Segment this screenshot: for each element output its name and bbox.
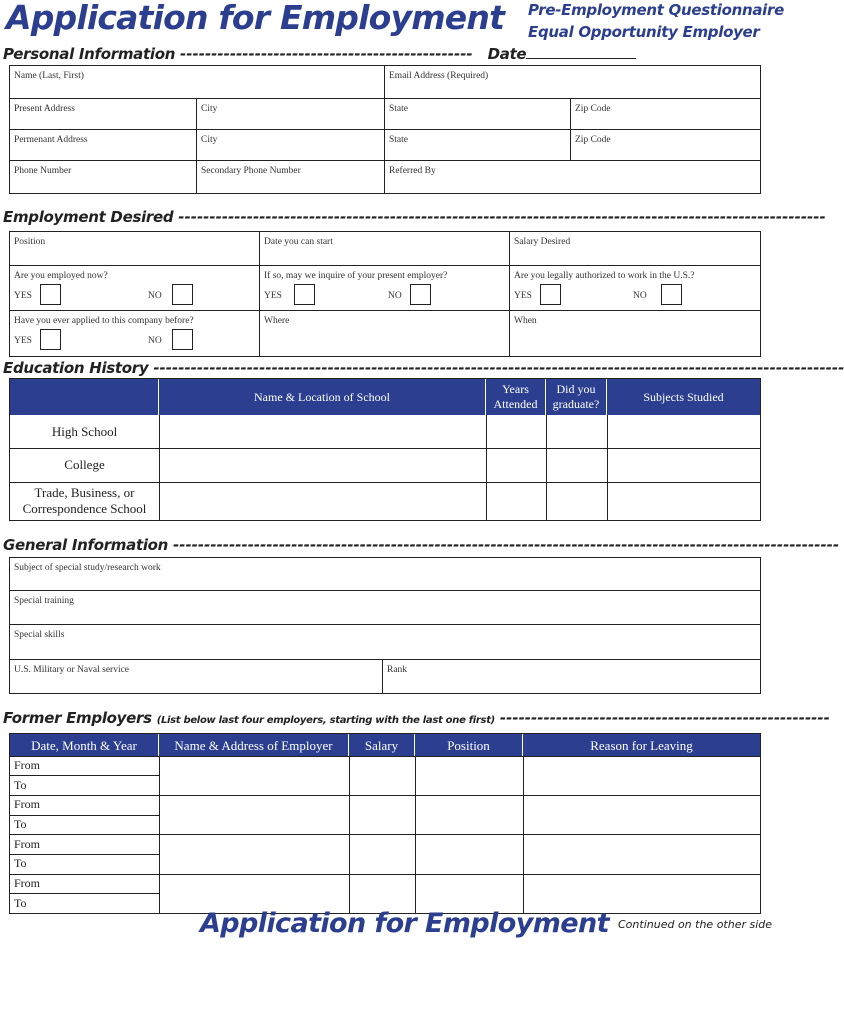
state-field-2[interactable] — [385, 130, 571, 161]
emp3-from: From — [14, 837, 41, 851]
zip-label-1: Zip Code — [575, 104, 611, 114]
when-label: When — [514, 316, 537, 326]
present-address-label: Present Address — [14, 104, 75, 114]
employed-now-question: Are you employed now? — [14, 271, 108, 281]
emp2-from: From — [14, 797, 41, 811]
form-title: Application for Employment — [6, 0, 505, 37]
emp-row-divider-1 — [10, 795, 760, 796]
employed-no-label: NO — [148, 291, 162, 301]
state-label-1: State — [389, 104, 408, 114]
employed-no-checkbox[interactable] — [172, 284, 193, 305]
present-address-field[interactable] — [10, 99, 197, 130]
email-label: Email Address (Required) — [389, 71, 489, 81]
name-label: Name (Last, First) — [14, 71, 84, 81]
emp-col-divider-2 — [349, 756, 350, 913]
authorized-yes-label: YES — [514, 291, 532, 301]
continued-note: Continued on the other side — [618, 918, 773, 931]
edu-col-school: Name & Location of School — [159, 379, 486, 415]
emp3-to: To — [14, 856, 27, 870]
start-date-field[interactable] — [260, 232, 510, 266]
date-label: Date — [487, 45, 527, 63]
section-general-information — [3, 536, 840, 554]
edu-col-subjects: Subjects Studied — [607, 379, 760, 415]
section-former-employers — [3, 709, 830, 727]
emp-col-name: Name & Address of Employer — [159, 734, 349, 756]
applied-no-checkbox[interactable] — [172, 329, 193, 350]
inquire-no-label: NO — [388, 291, 402, 301]
general-heading: General Information — [3, 536, 169, 554]
permanent-address-field[interactable] — [10, 130, 197, 161]
secondary-phone-field[interactable] — [197, 161, 385, 193]
emp-row-divider-3 — [10, 874, 760, 875]
permanent-address-label: Permenant Address — [14, 135, 88, 145]
edu-row-divider-2 — [10, 482, 760, 483]
when-field[interactable] — [510, 311, 760, 356]
education-dashes: --------------------------------------------------------------------------------------------------------------- — [153, 359, 844, 377]
emp-col-divider-4 — [523, 756, 524, 913]
special-study-label: Subject of special study/research work — [14, 563, 161, 573]
edu-col-divider-4 — [607, 415, 608, 520]
education-heading: Education History — [3, 359, 149, 377]
where-field[interactable] — [260, 311, 510, 356]
emp1-to: To — [14, 778, 27, 792]
employment-grid — [9, 231, 761, 357]
applied-yes-label: YES — [14, 336, 32, 346]
special-training-label: Special training — [14, 596, 74, 606]
section-personal-information — [3, 45, 763, 63]
city-label-2: City — [201, 135, 218, 145]
inquire-no-checkbox[interactable] — [410, 284, 431, 305]
emp3-half-divider — [10, 854, 159, 855]
state-field-1[interactable] — [385, 99, 571, 130]
emp-header-divider — [10, 756, 760, 757]
authorized-question: Are you legally authorized to work in the U.S.? — [514, 271, 695, 281]
emp-row-divider-2 — [10, 834, 760, 835]
applied-no-label: NO — [148, 336, 162, 346]
start-date-label: Date you can start — [264, 237, 333, 247]
authorized-no-checkbox[interactable] — [661, 284, 682, 305]
emp-col-divider-3 — [415, 756, 416, 913]
special-skills-field[interactable] — [10, 625, 760, 660]
special-skills-label: Special skills — [14, 630, 65, 640]
emp-col-divider-1 — [159, 756, 160, 913]
emp4-half-divider — [10, 893, 159, 894]
edu-row-college: College — [64, 457, 105, 472]
state-label-2: State — [389, 135, 408, 145]
edu-row-trade: Trade, Business, or Correspondence School — [22, 485, 147, 516]
emp1-half-divider — [10, 775, 159, 776]
former-dashes: ----------------------------------------------------- — [499, 709, 830, 727]
authorized-yes-checkbox[interactable] — [540, 284, 561, 305]
general-dashes: ----------------------------------------------------------------------------------------------------------- — [173, 536, 840, 554]
secondary-phone-label: Secondary Phone Number — [201, 166, 301, 176]
employed-yes-label: YES — [14, 291, 32, 301]
special-training-field[interactable] — [10, 591, 760, 625]
zip-field-2[interactable] — [571, 130, 760, 161]
city-field-1[interactable] — [197, 99, 385, 130]
military-field[interactable] — [10, 660, 383, 693]
employed-yes-checkbox[interactable] — [40, 284, 61, 305]
former-employers-grid — [9, 733, 761, 914]
inquire-yes-checkbox[interactable] — [294, 284, 315, 305]
city-label-1: City — [201, 104, 218, 114]
inquire-employer-question: If so, may we inquire of your present employer? — [264, 271, 448, 281]
general-grid — [9, 557, 761, 694]
emp-col-position: Position — [415, 734, 523, 756]
edu-col-years: Years Attended — [486, 379, 546, 415]
emp4-to: To — [14, 896, 27, 910]
personal-heading: Personal Information — [3, 45, 176, 63]
email-field[interactable] — [385, 66, 760, 99]
emp2-to: To — [14, 817, 27, 831]
section-employment-desired — [3, 208, 826, 226]
applied-before-question: Have you ever applied to this company before? — [14, 316, 194, 326]
edu-col-blank — [10, 379, 159, 415]
zip-label-2: Zip Code — [575, 135, 611, 145]
edu-row-high-school: High School — [51, 423, 118, 439]
rank-label: Rank — [387, 665, 408, 675]
edu-row-divider-1 — [10, 448, 760, 449]
employment-heading: Employment Desired — [3, 208, 174, 226]
applied-yes-checkbox[interactable] — [40, 329, 61, 350]
authorized-no-label: NO — [633, 291, 647, 301]
military-label: U.S. Military or Naval service — [14, 665, 130, 675]
edu-col-graduate: Did you graduate? — [546, 379, 607, 415]
inquire-yes-label: YES — [264, 291, 282, 301]
emp-col-salary: Salary — [349, 734, 415, 756]
where-label: Where — [264, 316, 290, 326]
personal-dashes: ----------------------------------------------- — [180, 45, 473, 63]
emp-col-reason: Reason for Leaving — [523, 734, 760, 756]
name-field[interactable] — [10, 66, 385, 99]
edu-col-divider-1 — [159, 415, 160, 520]
emp1-from: From — [14, 758, 41, 772]
date-field[interactable] — [526, 45, 636, 59]
personal-info-grid — [9, 65, 761, 194]
referred-by-field[interactable] — [385, 161, 760, 193]
former-note: (List below last four employers, starting with the last one first) — [156, 715, 495, 726]
subtitle-questionnaire: Pre-Employment Questionnaire — [528, 1, 784, 19]
education-grid — [9, 378, 761, 521]
employment-dashes: -------------------------------------------------------------------------------------------------------- — [178, 208, 826, 226]
former-heading: Former Employers — [3, 709, 152, 727]
salary-desired-label: Salary Desired — [514, 237, 571, 247]
footer-title: Application for Employment — [200, 908, 609, 939]
edu-col-divider-2 — [486, 415, 487, 520]
edu-col-divider-3 — [546, 415, 547, 520]
salary-desired-field[interactable] — [510, 232, 760, 266]
zip-field-1[interactable] — [571, 99, 760, 130]
position-label: Position — [14, 237, 46, 247]
phone-label: Phone Number — [14, 166, 72, 176]
special-study-field[interactable] — [10, 558, 760, 591]
emp-col-date: Date, Month & Year — [10, 734, 159, 756]
emp4-from: From — [14, 876, 41, 890]
referred-by-label: Referred By — [389, 166, 436, 176]
city-field-2[interactable] — [197, 130, 385, 161]
position-field[interactable] — [10, 232, 260, 266]
rank-field[interactable] — [383, 660, 760, 693]
section-education-history — [3, 359, 844, 377]
subtitle-eoe: Equal Opportunity Employer — [528, 23, 760, 41]
phone-field[interactable] — [10, 161, 197, 193]
emp2-half-divider — [10, 815, 159, 816]
